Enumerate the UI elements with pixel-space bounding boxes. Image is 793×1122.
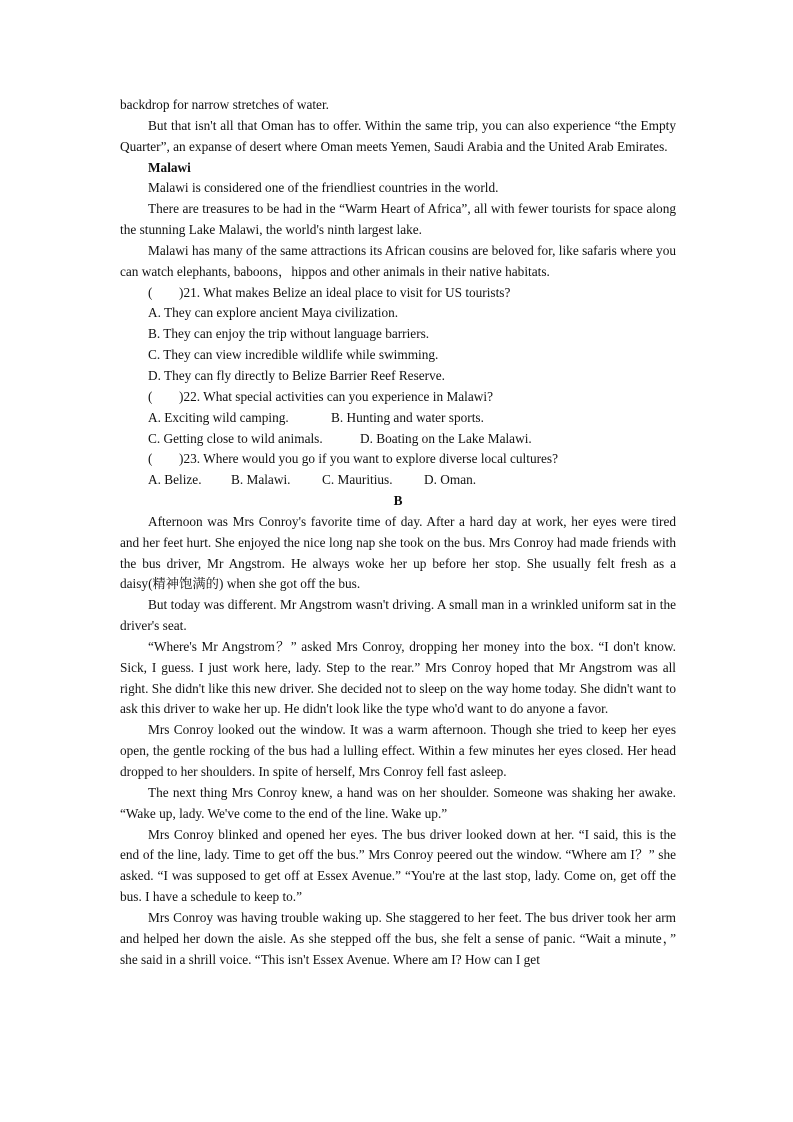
paragraph: Mrs Conroy was having trouble waking up. She staggered to her feet. The bus driver took her arm and helped her down the aisle. As she stepped off the bus, she felt a sense of panic. “Wait a minute，” she said in a shrill voice. “This isn't Essex Avenue. Where am I? How can I get	[120, 909, 676, 967]
section-heading-b: B	[393, 493, 403, 509]
paragraph: But that isn't all that Oman has to offer. Within the same trip, you can also experience “the Empty Quarter”, an expanse of desert where Oman meets Yemen, Saudi Arabia and the United Arab Emirates.	[120, 117, 676, 154]
document-page	[120, 95, 676, 970]
question-23-option-d: D. Oman.	[424, 472, 477, 488]
question-22-option-a: A. Exciting wild camping.	[148, 409, 289, 425]
question-21-option-a: A. They can explore ancient Maya civilization.	[148, 305, 399, 321]
question-23-options-row	[120, 470, 676, 491]
paragraph: “Where's Mr Angstrom？” asked Mrs Conroy, dropping her money into the box. “I don't know. Sick, I guess. I just work here, lady. Step to the rear.” Mrs Conroy hoped that Mr Angstrom was all right. She didn't like this new driver. She decided not to sleep on the way home today. She didn't want to ask this driver to wake her up. He didn't look like the type who'd want to do anyone a favor.	[120, 638, 676, 717]
question-22-option-c: C. Getting close to wild animals.	[148, 430, 323, 446]
question-23-stem: ( )23. Where would you go if you want to explore diverse local cultures?	[148, 451, 558, 467]
question-22-options-row-1	[120, 408, 676, 429]
question-21-option-d: D. They can fly directly to Belize Barrier Reef Reserve.	[148, 367, 445, 383]
question-23-option-b: B. Malawi.	[231, 472, 291, 488]
question-22-option-d: D. Boating on the Lake Malawi.	[360, 430, 532, 446]
question-22-options-row-2	[120, 429, 676, 450]
paragraph: The next thing Mrs Conroy knew, a hand was on her shoulder. Someone was shaking her awake. “Wake up, lady. We've come to the end of the line. Wake up.”	[120, 784, 676, 821]
question-21-option-c: C. They can view incredible wildlife while swimming.	[148, 347, 439, 363]
question-21-option-b: B. They can enjoy the trip without language barriers.	[148, 326, 430, 342]
paragraph: Mrs Conroy looked out the window. It was a warm afternoon. Though she tried to keep her eyes open, the gentle rocking of the bus had a lulling effect. Within a few minutes her eyes closed. Her head dropped to her shoulders. In spite of herself, Mrs Conroy fell fast asleep.	[120, 722, 676, 779]
question-22-stem: ( )22. What special activities can you experience in Malawi?	[148, 388, 493, 404]
paragraph: But today was different. Mr Angstrom wasn't driving. A small man in a wrinkled uniform sat in the driver's seat.	[120, 597, 676, 634]
paragraph: Malawi is considered one of the friendliest countries in the world.	[148, 180, 499, 196]
paragraph: Malawi has many of the same attractions its African cousins are beloved for, like safaris where you can watch elephants, baboons，hippos and other animals in their native habitats.	[120, 242, 676, 279]
question-22-option-b: B. Hunting and water sports.	[331, 409, 484, 425]
paragraph: There are treasures to be had in the “Warm Heart of Africa”, all with fewer tourists for space along the stunning Lake Malawi, the world's ninth largest lake.	[120, 201, 676, 238]
paragraph: backdrop for narrow stretches of water.	[120, 97, 329, 112]
question-23-option-c: C. Mauritius.	[322, 472, 393, 488]
section-heading-malawi: Malawi	[148, 159, 191, 175]
paragraph: Afternoon was Mrs Conroy's favorite time of day. After a hard day at work, her eyes were tired and her feet hurt. She enjoyed the nice long nap she took on the bus. Mrs Conroy had made friends with the bus driver, Mr Angstrom. He always woke her up before her stop. She usually felt fresh as a daisy(精神饱满的) when she got off the bus.	[120, 513, 676, 592]
question-21-stem: ( )21. What makes Belize an ideal place to visit for US tourists?	[148, 284, 511, 300]
question-23-option-a: A. Belize.	[148, 472, 202, 488]
paragraph: Mrs Conroy blinked and opened her eyes. The bus driver looked down at her. “I said, this is the end of the line, lady. Time to get off the bus.” Mrs Conroy peered out the window. “Where am I？” she asked. “I was supposed to get off at Essex Avenue.” “You're at the last stop, lady. Come on, get off the bus. I have a schedule to keep to.”	[120, 826, 676, 905]
